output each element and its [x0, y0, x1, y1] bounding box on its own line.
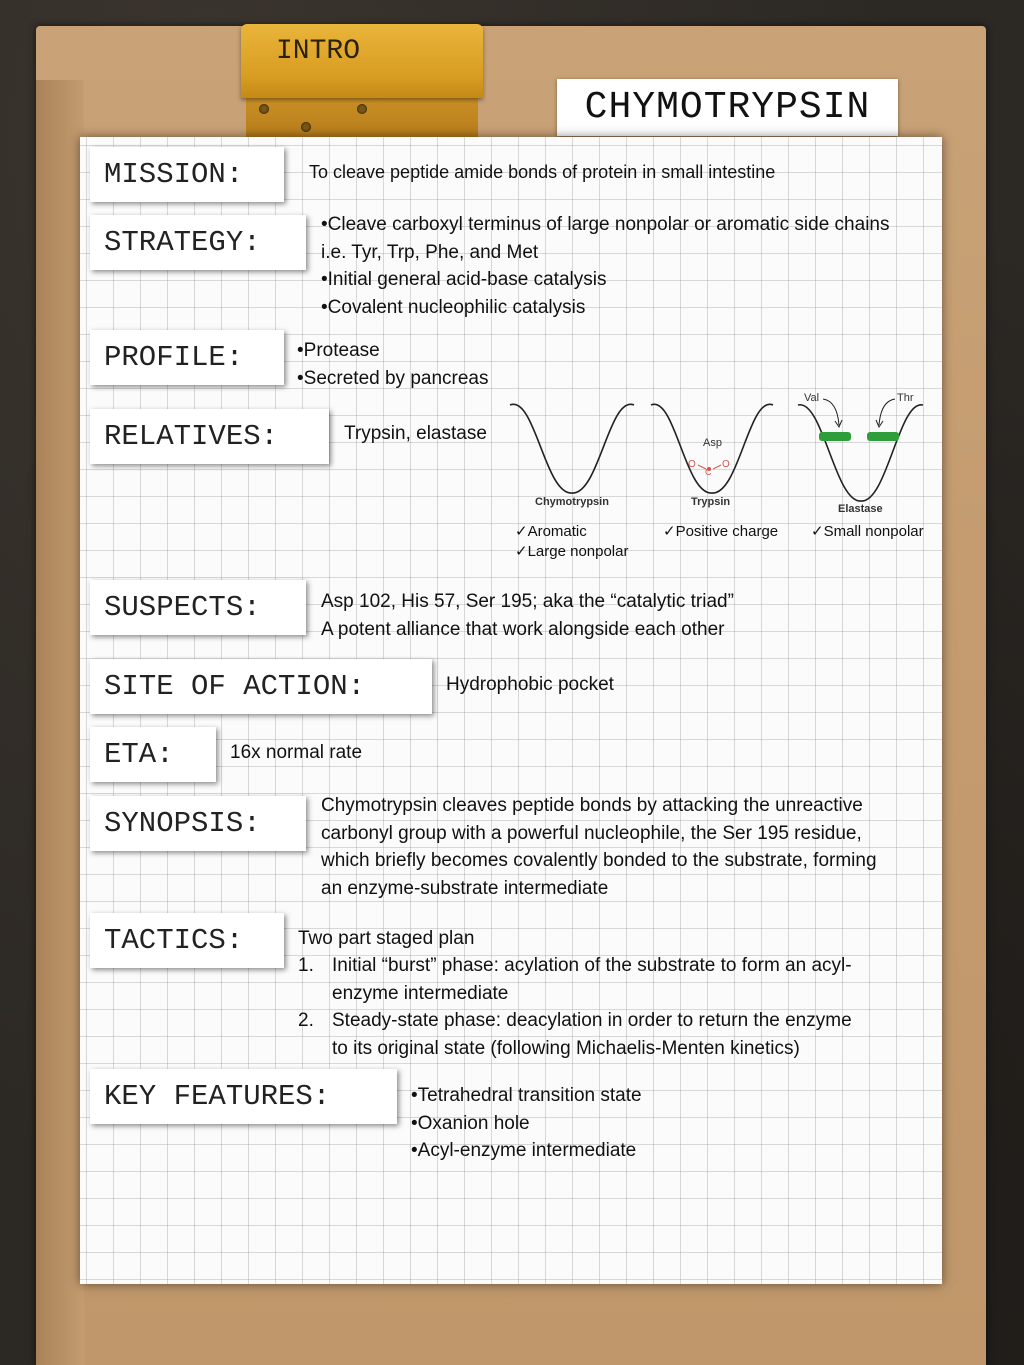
mission-text: To cleave peptide amide bonds of protein in small intestine — [309, 162, 776, 182]
check-large-nonpolar: ✓Large nonpolar — [515, 543, 629, 560]
thr-bar — [867, 432, 899, 441]
val-arrow-icon — [823, 399, 839, 425]
elastase-pocket — [798, 405, 923, 501]
tab-label: INTRO — [276, 36, 361, 67]
profile-line: •Protease — [297, 340, 380, 361]
chymotrypsin-pocket — [510, 404, 634, 493]
list-item — [298, 952, 852, 1007]
check-aromatic: ✓Aromatic — [515, 523, 587, 540]
folder-fold — [36, 80, 84, 1365]
list-item-line: Steady-state phase: deacylation in order to return the enzyme — [332, 1010, 852, 1031]
trypsin-pocket-label: Trypsin — [691, 496, 731, 508]
specificity-pocket-diagram — [505, 385, 935, 520]
key-feature-line: •Tetrahedral transition state — [411, 1085, 642, 1106]
key-feature-line: •Acyl-enzyme intermediate — [411, 1140, 637, 1161]
strategy-line: •Covalent nucleophilic catalysis — [321, 296, 586, 318]
title-card — [557, 79, 898, 136]
tactics-intro: Two part staged plan — [298, 928, 475, 949]
suspects-line: A potent alliance that work alongside each other — [321, 618, 725, 640]
site-of-action-label: SITE OF ACTION: — [90, 659, 432, 714]
asp-label: Asp — [703, 437, 722, 449]
tactics-list — [298, 952, 852, 1062]
carboxylate-icon — [688, 459, 730, 477]
eta-text: 16x normal rate — [230, 742, 363, 763]
synopsis-text — [321, 792, 877, 902]
elastase-pocket-label: Elastase — [838, 503, 883, 515]
list-item-number: 2. — [298, 1010, 314, 1031]
list-item-line: Initial “burst” phase: acylation of the substrate to form an acyl- — [332, 955, 852, 976]
check-positive-charge: ✓Positive charge — [663, 523, 779, 540]
list-item-line: enzyme intermediate — [332, 982, 509, 1004]
svg-text:O: O — [688, 459, 696, 470]
svg-text:O: O — [722, 459, 730, 470]
strategy-text — [321, 211, 889, 321]
list-item-line: to its original state (following Michaelis-Menten kinetics) — [332, 1037, 800, 1059]
key-features-label: KEY FEATURES: — [90, 1069, 397, 1124]
list-item — [298, 1007, 852, 1062]
key-features-text — [411, 1082, 642, 1165]
check-small-nonpolar: ✓Small nonpolar — [811, 523, 924, 540]
synopsis-label: SYNOPSIS: — [90, 796, 306, 851]
chymotrypsin-pocket-label: Chymotrypsin — [535, 496, 609, 508]
synopsis-line: which briefly becomes covalently bonded to the substrate, forming — [321, 850, 877, 871]
relatives-label: RELATIVES: — [90, 409, 329, 464]
page-title: CHYMOTRYPSIN — [584, 86, 871, 129]
profile-line: •Secreted by pancreas — [297, 367, 489, 389]
svg-text:C: C — [705, 467, 712, 477]
eta-label: ETA: — [90, 727, 216, 782]
suspects-text — [321, 588, 734, 643]
synopsis-line: an enzyme-substrate intermediate — [321, 877, 609, 899]
suspects-line: Asp 102, His 57, Ser 195; aka the “catalytic triad” — [321, 591, 734, 612]
strategy-line: •Cleave carboxyl terminus of large nonpolar or aromatic side chains — [321, 214, 890, 235]
suspects-label: SUSPECTS: — [90, 580, 306, 635]
list-item-number: 1. — [298, 955, 314, 976]
thr-arrow-icon — [879, 399, 895, 425]
site-of-action-text: Hydrophobic pocket — [446, 674, 614, 695]
thr-label: Thr — [897, 392, 914, 404]
synopsis-line: carbonyl group with a powerful nucleophile, the Ser 195 residue, — [321, 822, 862, 844]
rivet-icon — [357, 104, 367, 114]
val-bar — [819, 432, 851, 441]
strategy-label: STRATEGY: — [90, 215, 306, 270]
rivet-icon — [301, 122, 311, 132]
strategy-line: •Initial general acid-base catalysis — [321, 269, 607, 290]
strategy-line: i.e. Tyr, Trp, Phe, and Met — [321, 241, 539, 263]
relatives-text: Trypsin, elastase — [344, 423, 487, 444]
mission-label: MISSION: — [90, 147, 284, 202]
key-feature-line: •Oxanion hole — [411, 1112, 530, 1134]
rivet-icon — [259, 104, 269, 114]
tactics-label: TACTICS: — [90, 913, 284, 968]
profile-text — [297, 337, 488, 392]
synopsis-line: Chymotrypsin cleaves peptide bonds by attacking the unreactive — [321, 795, 863, 816]
profile-label: PROFILE: — [90, 330, 284, 385]
val-label: Val — [804, 392, 820, 404]
